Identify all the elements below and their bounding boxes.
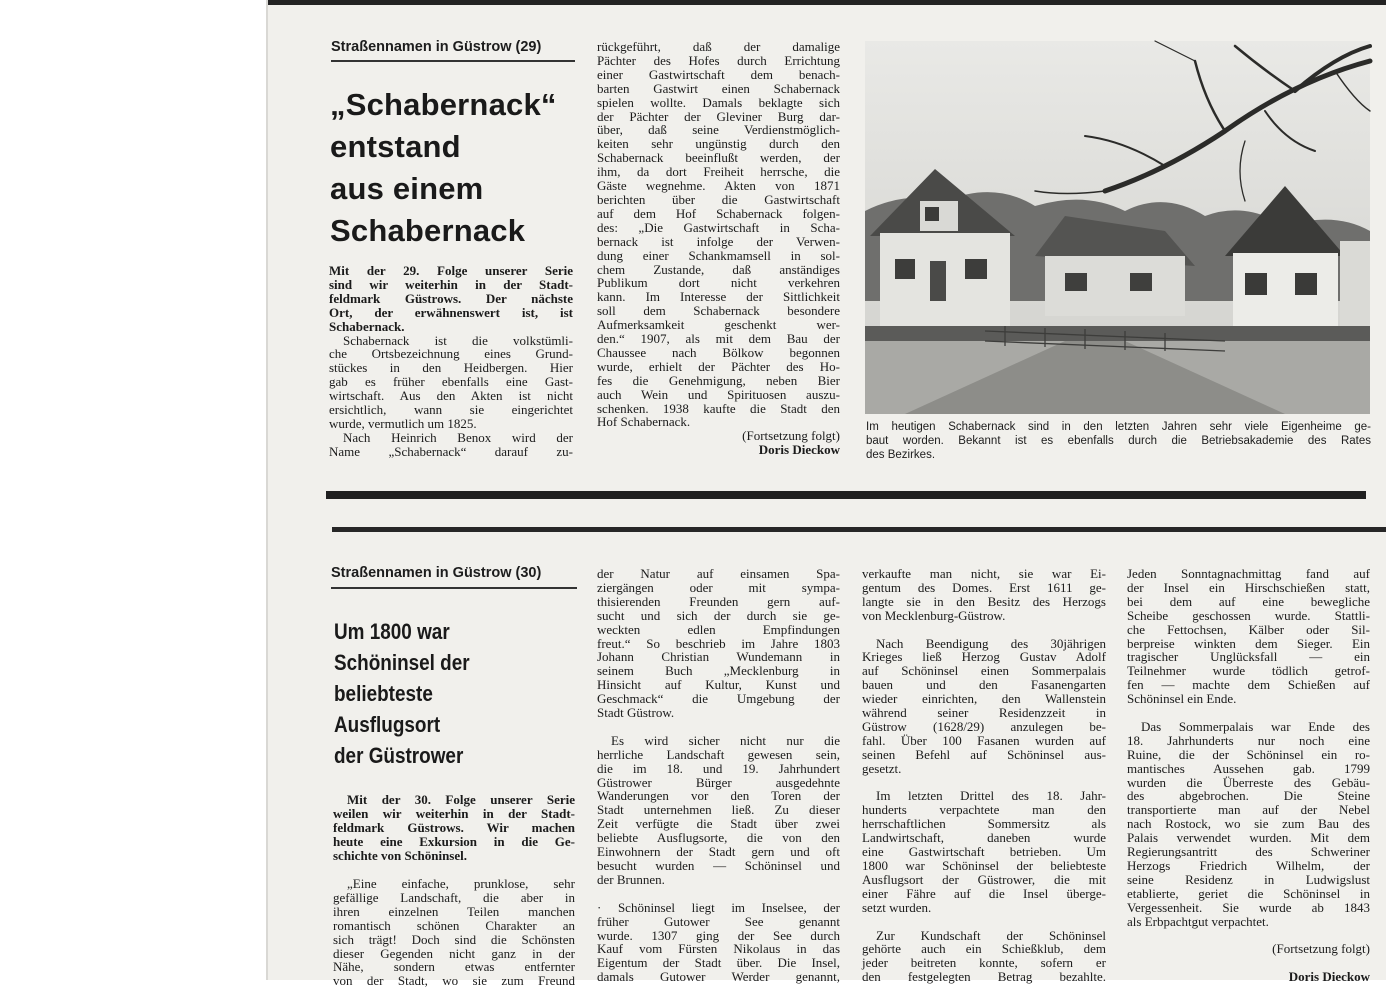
text-line: bauen und den Fasanengarten [862,677,1106,693]
paragraph-gap [597,887,840,901]
text-line: wurde, vermutlich um 1825. [329,415,477,431]
text-line: gesetzt. [862,760,902,776]
article-2-column-2 [597,566,840,985]
article-1-column-1 [329,264,573,459]
text-line: von der Stadt, wo sie zum Freund [333,973,575,988]
text-line: wurde, erhielt der Pächter des Ho- [597,358,840,374]
text-line: auf Schöninsel einen Sommerpalais [862,663,1106,679]
series-title: Straßennamen in Güstrow (30) [331,565,542,581]
text-line: thisierenden Freunden gern auf- [597,593,840,609]
text-line: kann. Im Interesse der Sittlichkeit [597,289,840,305]
text-line: Mit der 30. Folge unserer Serie [347,792,575,807]
text-line: dung einer Schankmamsell in sol- [597,247,840,263]
text-line: tragischer Unglücksfall — ein [1127,649,1370,665]
text-line: damals Gutower Werder genannt, [597,969,840,985]
text-line: Hof Schabernack. [597,414,691,430]
article-1-column-2 [597,40,840,457]
text-line: Name „Schabernack“ darauf zu- [329,443,573,459]
text-line: die im 18. und 19. Jahrhundert [597,760,840,776]
headline-line: der Güstrower [334,743,464,768]
text-line: romantisch schönen Charakter an [333,917,575,933]
text-line: früher Gutower See genannt [597,913,840,929]
text-line: ihren einzelnen Teilen manchen [333,903,575,919]
text-line: Pächter des Hofes durch Errichtung [597,52,840,68]
text-line: besucht wurden — Schöninsel und [597,858,840,874]
text-line: sich trägt! Doch sind die Schönsten [333,931,575,947]
series-underline [331,587,577,589]
text-line: fen — machte dem Schießen auf [1127,677,1370,693]
text-line: feldmark Güstrows. Der nächste [329,290,573,306]
text-line: setzt wurden. [862,899,932,915]
text-line: als Erbpachtgut verpachtet. [1127,913,1269,929]
author-byline: Doris Dieckow [758,442,840,458]
text-line: barten Gastwirt einen Schabernack [597,80,840,96]
continued-note: (Fortsetzung folgt) [1272,941,1370,957]
text-line: Regierungsantritt des Schweriner [1127,844,1370,860]
text-line: gehörte auch ein Schießklub, dem [862,941,1106,957]
paragraph-gap [862,776,1106,790]
text-line: wurde. 1307 ging der See durch [597,927,840,943]
text-line: Stadt unternehmen ließ. Zu dieser [597,802,840,818]
paragraph-gap [597,720,840,734]
text-line: Eigentum der Stadt über. Die Insel, [597,955,840,971]
text-line: Vergessenheit. Sie wurde ab 1843 [1127,899,1370,915]
text-line: Landwirtschaft, daneben wurde [862,830,1106,846]
text-line: Nähe, sondern etwas entfernter [333,959,575,975]
page-margin [0,0,266,980]
text-line: Ruine, die der Schöninsel ein ro- [1127,746,1370,762]
text-line: Aufmerksamkeit geschenkt wer- [597,317,840,333]
text-line: soll dem Schabernack besondere [597,303,840,319]
text-line: „Eine einfache, prunklose, sehr [347,876,575,891]
text-line: Nach Heinrich Benox wird der [343,429,573,445]
text-line: Zur Kundschaft der Schöninsel [876,927,1106,943]
text-line: auf dem Hof Schabernack folgen- [597,205,840,221]
text-line: nach Rostock, wo sie zum Bau des [1127,816,1370,832]
lead-paragraph [333,793,575,863]
text-line: Hinsicht auf Kultur, Kunst und [597,677,840,693]
caption-line: baut worden. Bekannt ist es ebenfalls durch die Betriebsakademie des Rates [866,435,1371,447]
text-line: schichte von Schöninsel. [333,847,467,863]
text-line: Palais verwendet wurden. Mit dem [1127,830,1370,846]
paper-edge [266,0,268,980]
text-line: Publikum dort nicht verkehren [597,275,840,291]
text-line: Schabernack beeinflußt werden, der [597,150,840,166]
text-line: bei dem auf eine bewegliche [1127,593,1370,609]
text-line: bernack ist infolge der Verwen- [597,233,840,249]
caption-line: Im heutigen Schabernack sind in den letzten Jahren sehr viele Eigenheime ge- [866,421,1371,433]
text-line: langte sie in den Besitz des Herzogs [862,593,1106,609]
text-line: Güstrower Bürger ausgedehnte [597,774,840,790]
text-line: der Natur auf einsamen Spa- [597,566,840,581]
headline-line: beliebteste [334,681,433,706]
text-line: wieder einrichten, den Wallenstein [862,691,1106,707]
text-line: Güstrow (1628/29) anzulegen be- [862,718,1106,734]
headline-line: aus einem [330,171,484,206]
text-line: sucht und sich der durch sie ge- [597,607,840,623]
text-line: jeder beitreten konnte, sofern er [862,955,1106,971]
text-line: hunderts verpachtete man den [862,802,1106,818]
paragraph-gap [1127,706,1370,720]
text-line: der Insel ein Hirschschießen statt, [1127,579,1370,595]
text-line: herrliche Landschaft gewesen sein, [597,746,840,762]
text-line: während seiner Residenzzeit in [862,705,1106,721]
text-line: fes die Genehmigung, neben Bier [597,372,840,388]
text-line: Ausflugsort der Güstrower, die mit [862,871,1106,887]
text-line: des: „Die Gastwirtschaft in Scha- [597,219,840,235]
text-line: spielen wollte. Damals beklagte sich [597,94,840,110]
headline-line: entstand [330,129,461,164]
text-line: wurden die Überreste des Gebäu- [1127,774,1370,790]
text-line: seinem Buch „Mecklenburg in [597,663,840,679]
text-line: che Ortsbezeichnung eines Grund- [329,346,573,362]
text-line: seine Residenz in Ludwigslust [1127,871,1370,887]
text-line: Schabernack. [329,318,405,334]
text-line: dieser Gegenden nicht ganz in der [333,945,575,961]
headline-line: Um 1800 war [334,619,450,644]
text-line: Jeden Sonntagnachmittag fand auf [1127,566,1370,581]
text-line: herrschaftlichen Sommersitz als [862,816,1106,832]
text-line: Herzogs Friedrich Wilhelm, der [1127,858,1370,874]
text-line: Chaussee nach Bölkow begonnen [597,344,840,360]
text-line: Mit der 29. Folge unserer Serie [329,263,573,278]
text-line: ziergängen oder mit sympa- [597,579,840,595]
house-photo [865,41,1370,414]
text-line: Wanderungen vor den Toren der [597,788,840,804]
text-line: Im letzten Drittel des 18. Jahr- [876,788,1106,804]
headline-line: Schöninsel der [334,650,470,675]
article-2-lead [333,793,575,863]
text-line: freut.“ So beschrieb im Jahre 1803 [597,635,840,651]
text-line: auch Wein und Spirituosen auszu- [597,386,840,402]
text-line: Es wird sicher nicht nur die [611,732,840,748]
text-line: gefällige Landschaft, die aber in [333,889,575,905]
series-title: Straßennamen in Güstrow (29) [331,39,542,55]
text-line: fahl. Über 100 Fasanen wurden auf [862,732,1106,748]
text-line: Stadt Güstrow. [597,705,675,721]
article-2-column-3 [862,566,1106,985]
text-line: etablierte, geriet die Schöninsel in [1127,885,1370,901]
text-line: Schabernack ist die volkstümli- [343,332,573,348]
text-line: Kauf vom Fürsten Nikolaus in das [597,941,840,957]
text-line: schenken. 1938 kaufte die Stadt den [597,400,840,416]
text-line: Scheibe geschossen wurde. Stattli- [1127,607,1370,623]
headline [330,84,557,252]
section-divider [326,491,1366,499]
text-line: feldmark Güstrows. Wir machen [333,819,575,835]
text-line: seinen Befehl auf Schöninsel aus- [862,746,1106,762]
text-line: Krieges ließ Herzog Gustav Adolf [862,649,1106,665]
lead-paragraph [329,264,573,334]
section-rule [332,527,1386,532]
text-line: Gäste wegnehme. Akten von 1871 [597,178,840,194]
text-line: von Mecklenburg-Güstrow. [862,607,1006,623]
text-line: über, daß seine Verdienstmöglich- [597,122,840,138]
text-line: stückes in den Heidbergen. Hier [329,360,573,376]
text-line: chem Zustande, daß anständiges [597,261,840,277]
text-line: beliebte Ausflugsorte, die von den [597,830,840,846]
photo-caption [866,420,1371,462]
text-line: ihm, da dort Freiheit herrsche, die [597,164,840,180]
article-2-column-1 [333,876,575,988]
text-line: Das Sommerpalais war Ende des [1141,718,1370,734]
headline-line: Ausflugsort [334,712,441,737]
paragraph-gap [1127,929,1370,943]
text-line: der Pächter der Gleviner Burg dar- [597,108,840,124]
text-line: der Brunnen. [597,871,665,887]
text-line: den festgelegten Betrag bezahlte. [862,969,1106,985]
text-line: Schöninsel ein Ende. [1127,691,1237,707]
text-line: wirtschaft. Aus den Akten ist nicht [329,388,573,404]
text-line: Ort, der erwähnenswert ist, ist [329,304,573,320]
text-line: keiten sehr ungünstig durch den [597,136,840,152]
text-line: Geschmack“ die Umgebung der [597,691,840,707]
text-line: · Schöninsel liegt im Inselsee, der [597,899,840,915]
text-line: mantisches Aussehen gab. 1799 [1127,760,1370,776]
article-2-column-4 [1127,566,1370,985]
text-line: einer Fähre auf die Insel überge- [862,885,1106,901]
text-line: Teilnehmer wurde tödlich getrof- [1127,663,1370,679]
text-line: einer Gastwirtschaft dem benach- [597,66,840,82]
caption-line: des Bezirkes. [866,449,936,461]
headline [334,616,492,771]
text-line: weckten edlen Empfindungen [597,621,840,637]
text-line: rückgeführt, daß der damalige [597,39,840,54]
text-line: Einwohnern der Stadt gern und oft [597,844,840,860]
text-line: che Fettochsen, Kälber oder Sil- [1127,621,1370,637]
text-line: gab es früher ebenfalls eine Gast- [329,374,573,390]
text-line: heute eine Exkursion in die Ge- [333,833,575,849]
series-underline [331,60,575,62]
text-line: 1800 war Schöninsel der beliebteste [862,858,1106,873]
text-line: 18. Jahrhunderts nur noch eine [1127,732,1370,748]
headline-line: Schabernack [330,213,526,248]
headline-line: „Schabernack“ [330,87,557,122]
paragraph-gap [862,623,1106,637]
text-line: weilen wir weiterhin in der Stadt- [333,805,575,821]
text-line: berpreise winkten dem Sieger. Ein [1127,635,1370,651]
continued-note: (Fortsetzung folgt) [742,428,840,444]
text-line: gentum des Domes. Erst 1611 ge- [862,579,1106,595]
text-line: sind wir weiterhin in der Stadt- [329,276,573,292]
text-line: Zeit verfügte die Stadt über zwei [597,816,840,832]
text-line: Johann Christian Wundemann in [597,649,840,665]
text-line: eine Gastwirtschaft betrieben. Um [862,844,1106,860]
text-line: verkaufte man nicht, sie war Ei- [862,566,1106,581]
paragraph-gap [1127,956,1370,970]
text-line: den.“ 1907, als mit dem Bau der [597,331,840,347]
text-line: des abgebrochen. Die Steine [1127,788,1370,804]
author-byline: Doris Dieckow [1288,969,1370,985]
text-line: ersichtlich, wann sie eingerichtet [329,402,573,418]
paragraph-gap [862,915,1106,929]
text-line: berichten über die Gastwirtschaft [597,191,840,207]
text-line: Nach Beendigung des 30jährigen [876,635,1106,651]
text-line: transportierte man auf der Nebel [1127,802,1370,818]
top-rule [268,0,1386,5]
